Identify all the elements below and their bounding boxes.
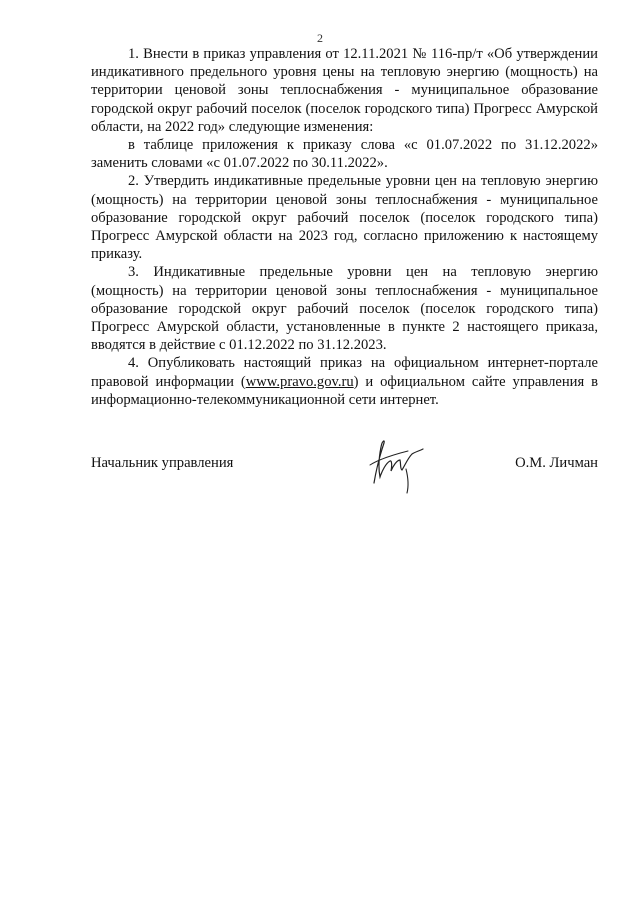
handwritten-signature bbox=[362, 433, 432, 495]
paragraph-1: 1. Внести в приказ управления от 12.11.2021 № 116-пр/т «Об утверждении индикативного предельного уровня цены на тепловую энергию (мощность) на территории ценовой зоны теплоснабжения - муниципальное образование городской округ рабочий поселок (поселок городского типа) Прогресс Амурской области, на 2022 год» следующие изменения: bbox=[91, 46, 598, 135]
pravo-link[interactable]: www.pravo.gov.ru bbox=[245, 373, 354, 390]
signatory-name: О.М. Личман bbox=[515, 455, 598, 471]
paragraph-1-change: в таблице приложения к приказу слова «с 01.07.2022 по 31.12.2022» заменить словами «с 01.07.2022 по 30.11.2022». bbox=[91, 137, 598, 172]
document-body bbox=[91, 45, 598, 409]
paragraph-4-start: 4. Опубликовать настоящий приказ на официальном интернет-портале правовой информации ( bbox=[91, 355, 598, 390]
signature-block bbox=[91, 455, 598, 495]
paragraph-4-end: ) и официальном сайте управления в информационно-телекоммуникационной сети интернет. bbox=[91, 373, 598, 408]
signatory-title: Начальник управления bbox=[91, 455, 234, 471]
page-number: 2 bbox=[317, 31, 323, 45]
paragraph-3: 3. Индикативные предельные уровни цен на тепловую энергию (мощность) на территории ценовой зоны теплоснабжения - муниципальное образование городской округ рабочий поселок (поселок городского типа) Прогресс Амурской области, установленные в пункте 2 настоящего приказа, вводятся в действие с 01.12.2022 по 31.12.2023. bbox=[91, 264, 598, 354]
paragraph-4 bbox=[91, 354, 598, 409]
paragraph-2: 2. Утвердить индикативные предельные уровни цен на тепловую энергию (мощность) на территории ценовой зоны теплоснабжения - муниципальное образование городской округ рабочий поселок (поселок городского типа) Прогресс Амурской области на 2023 год, согласно приложению к настоящему приказу. bbox=[91, 173, 598, 263]
